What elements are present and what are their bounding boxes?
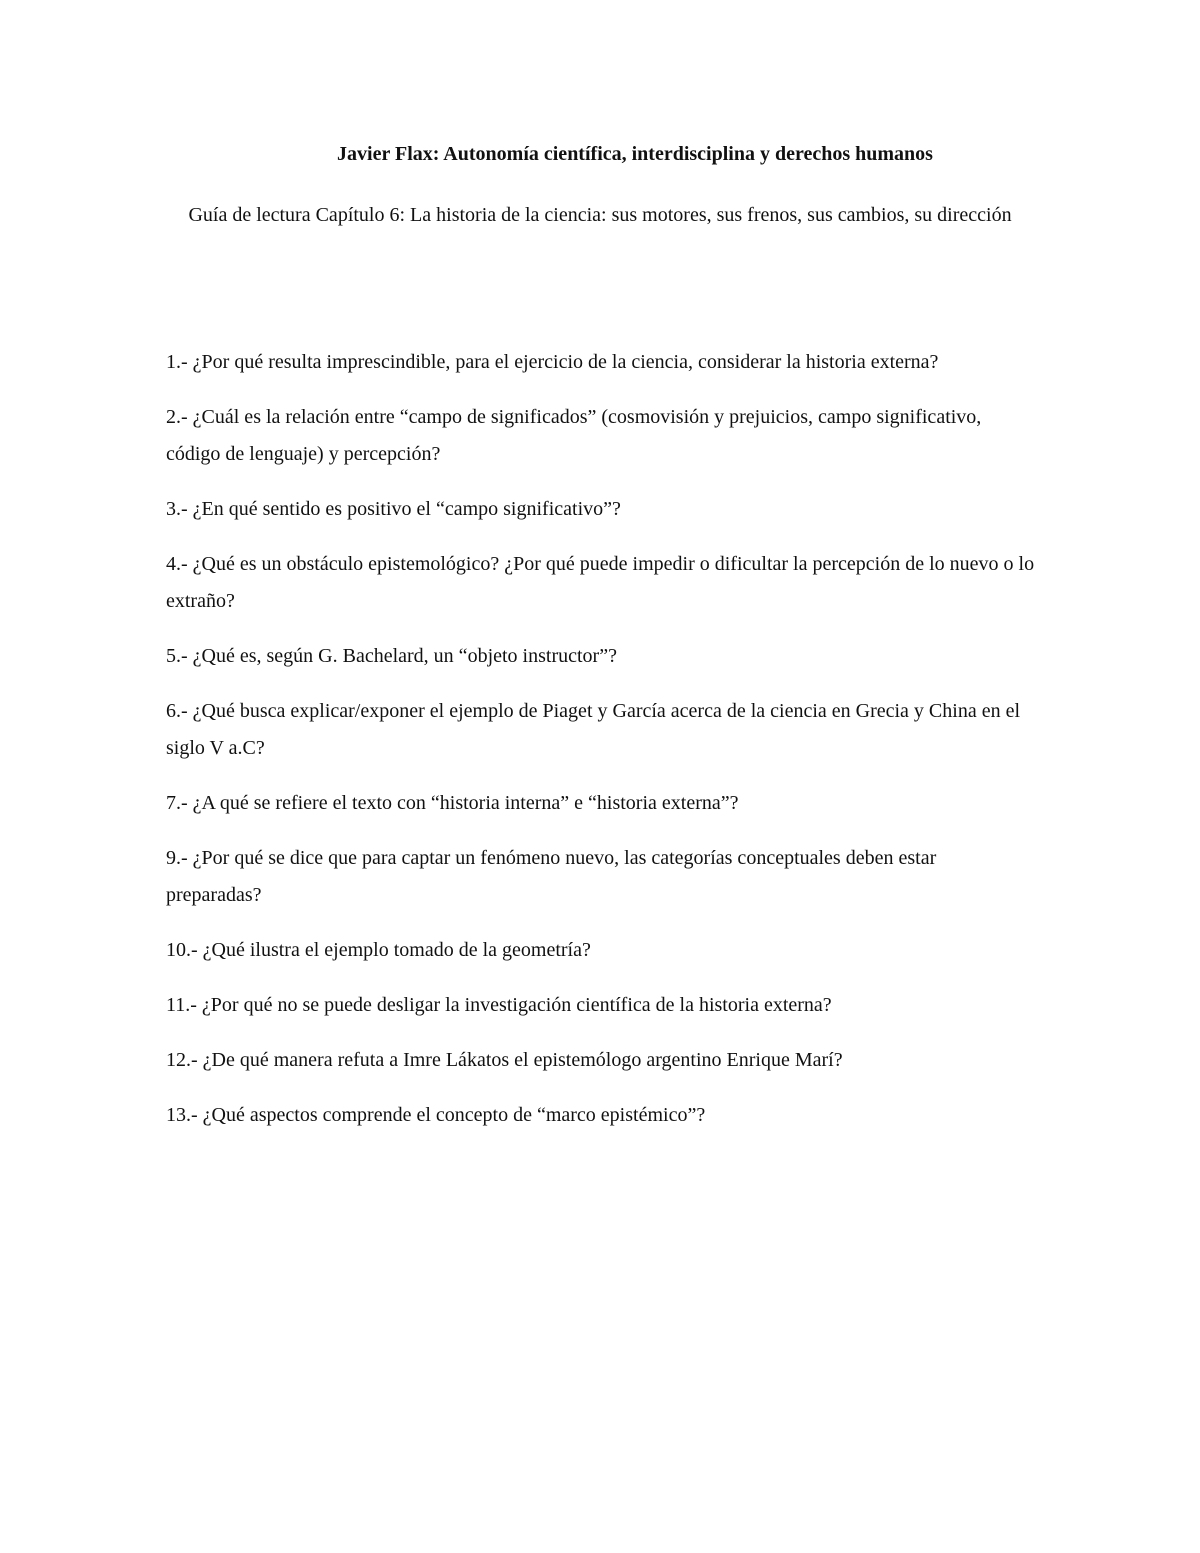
question-item: 6.- ¿Qué busca explicar/exponer el ejemplo de Piaget y García acerca de la ciencia en Grecia y China en el siglo V a.C?	[166, 700, 1021, 759]
question-item: 13.- ¿Qué aspectos comprende el concepto de “marco epistémico”?	[166, 1104, 706, 1126]
document-title: Javier Flax: Autonomía científica, interdisciplina y derechos humanos	[337, 143, 933, 165]
question-list	[166, 344, 1036, 1152]
question-item: 3.- ¿En qué sentido es positivo el “campo significativo”?	[166, 498, 621, 520]
question-item: 9.- ¿Por qué se dice que para captar un fenómeno nuevo, las categorías conceptuales deben estar preparadas?	[166, 847, 937, 906]
question-item: 4.- ¿Qué es un obstáculo epistemológico? ¿Por qué puede impedir o dificultar la percepción de lo nuevo o lo extraño?	[166, 553, 1035, 612]
question-item: 7.- ¿A qué se refiere el texto con “historia interna” e “historia externa”?	[166, 792, 739, 814]
question-item: 2.- ¿Cuál es la relación entre “campo de significados” (cosmovisión y prejuicios, campo significativo, código de lenguaje) y percepción?	[166, 406, 982, 465]
question-item: 12.- ¿De qué manera refuta a Imre Lákatos el epistemólogo argentino Enrique Marí?	[166, 1049, 843, 1071]
document-subtitle: Guía de lectura Capítulo 6: La historia de la ciencia: sus motores, sus frenos, sus cambios, su dirección	[188, 204, 1012, 226]
question-item: 1.- ¿Por qué resulta imprescindible, para el ejercicio de la ciencia, considerar la historia externa?	[166, 351, 939, 373]
question-item: 11.- ¿Por qué no se puede desligar la investigación científica de la historia externa?	[166, 994, 832, 1016]
question-item: 10.- ¿Qué ilustra el ejemplo tomado de la geometría?	[166, 939, 591, 961]
question-item: 5.- ¿Qué es, según G. Bachelard, un “objeto instructor”?	[166, 645, 617, 667]
